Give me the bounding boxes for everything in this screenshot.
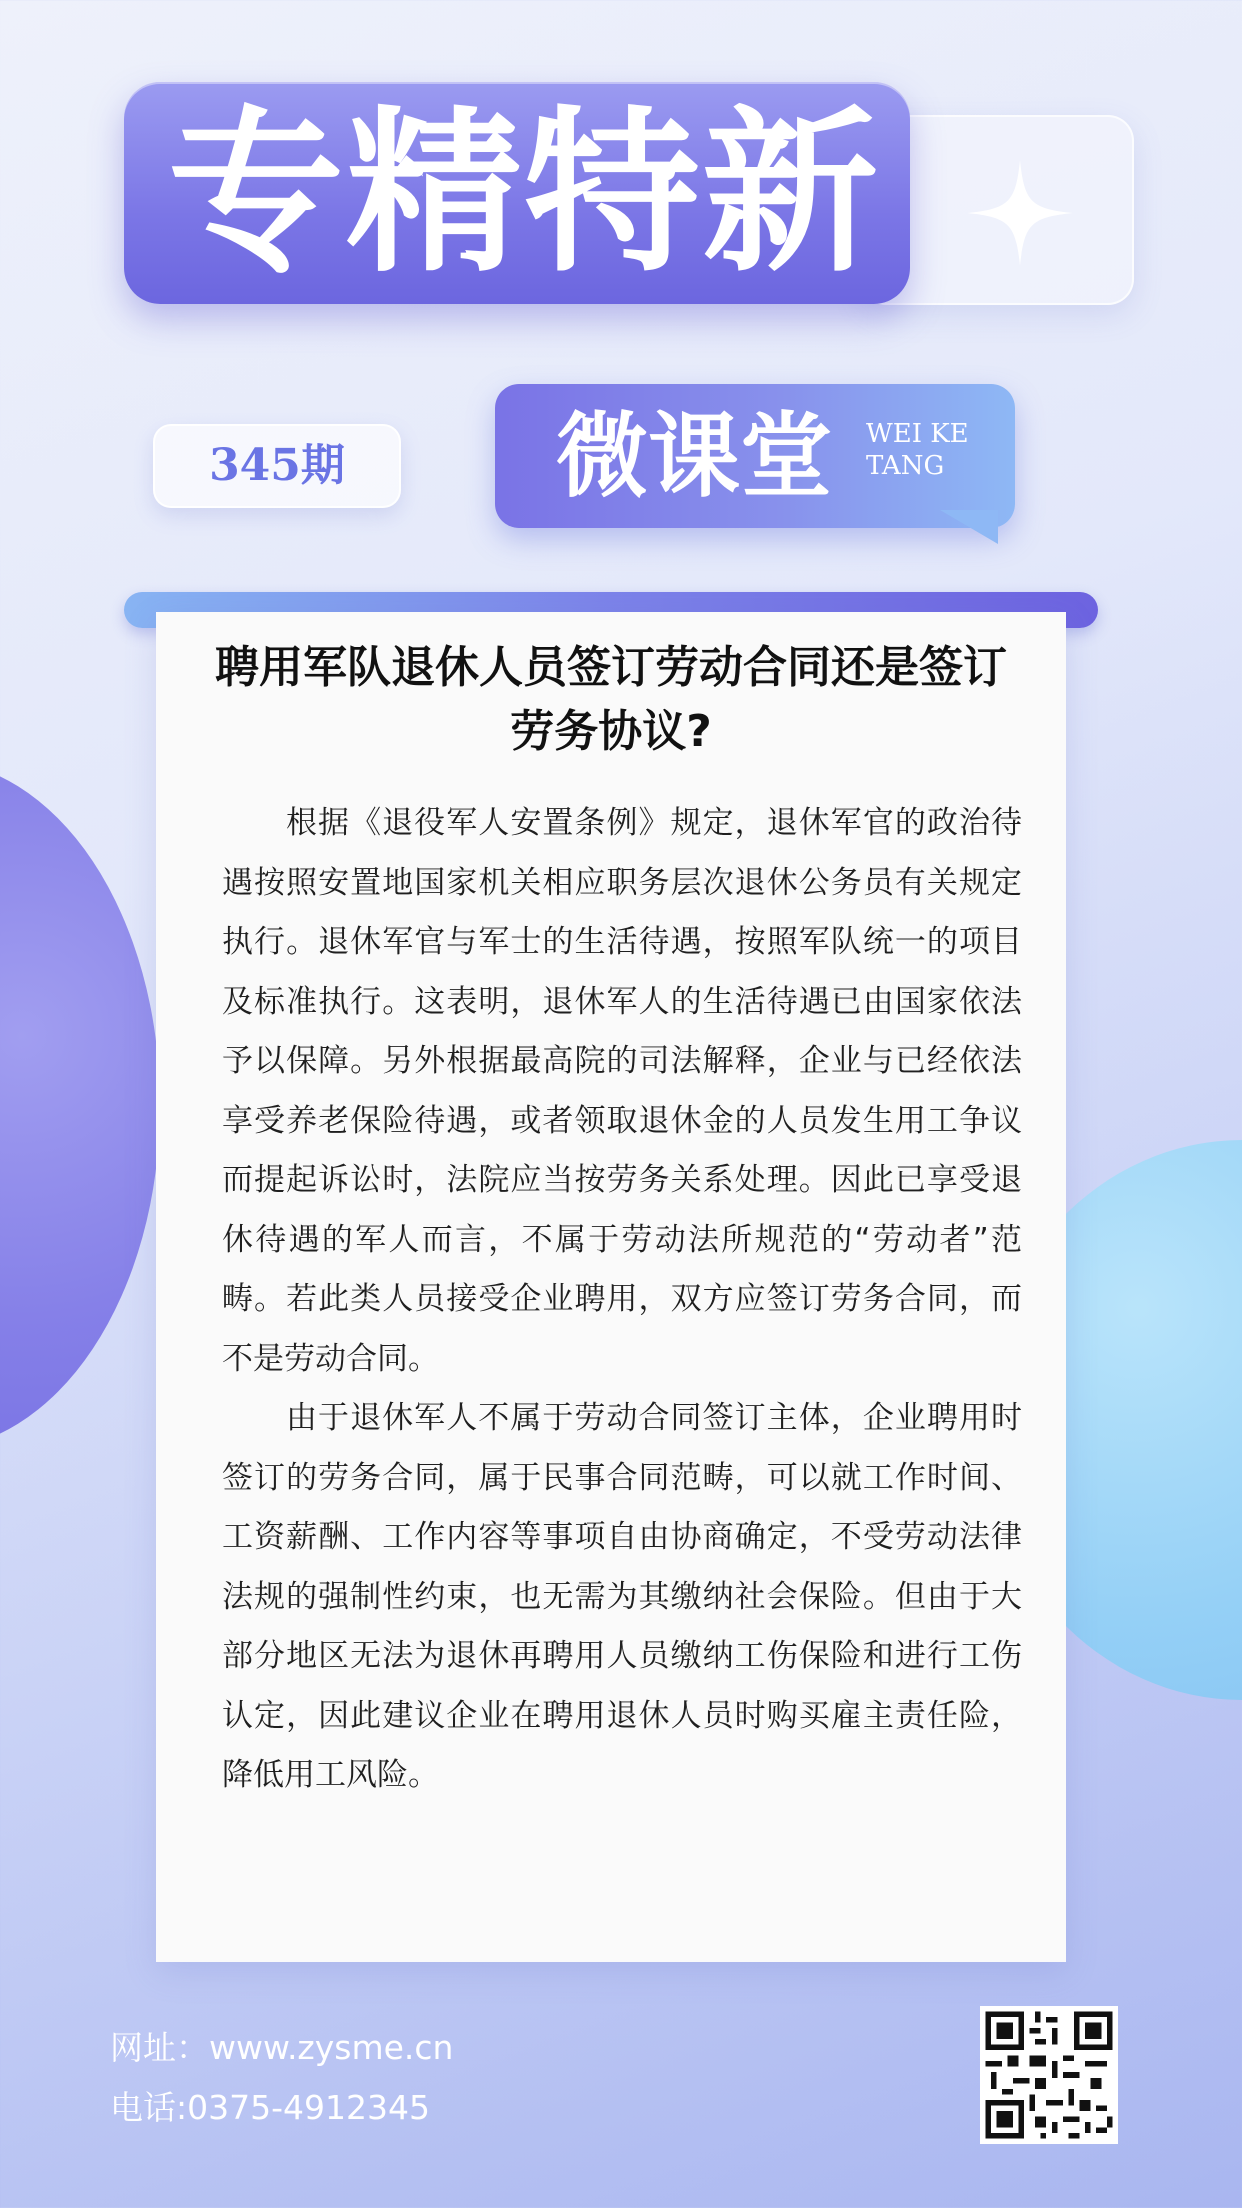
- qr-code-icon: [980, 2006, 1118, 2144]
- column-subtitle: [866, 418, 1006, 482]
- decorative-blob-left: [0, 760, 160, 1450]
- footer-phone: 电话:0375-4912345: [110, 2088, 430, 2127]
- footer-website: 网址：www.zysme.cn: [110, 2028, 454, 2067]
- article-paragraph: 由于退休军人不属于劳动合同签订主体，企业聘用时签订的劳务合同，属于民事合同范畴，可以就工作时间、工资薪酬、工作内容等事项自由协商确定，不受劳动法律法规的强制性约束，也无需为其缴纳社会保险。但由于大部分地区无法为退休再聘用人员缴纳工伤保险和进行工伤认定，因此建议企业在聘用退休人员时购买雇主责任险，降低用工风险。: [222, 1400, 1022, 1793]
- article-body: [222, 794, 1022, 1806]
- article-title: 聘用军队退休人员签订劳动合同还是签订劳务协议?: [215, 642, 1007, 757]
- article-paragraph: 根据《退役军人安置条例》规定，退休军官的政治待遇按照安置地国家机关相应职务层次退休公务员有关规定执行。退休军官与军士的生活待遇，按照军队统一的项目及标准执行。这表明，退休军人的生活待遇已由国家依法予以保障。另外根据最高院的司法解释，企业与已经依法享受养老保险待遇，或者领取退休金的人员发生用工争议而提起诉讼时，法院应当按劳务关系处理。因此已享受退休待遇的军人而言，不属于劳动法所规范的“劳动者”范畴。若此类人员接受企业聘用，双方应签订劳务合同，而不是劳动合同。: [222, 805, 1022, 1377]
- column-subtitle-line2: TANG: [866, 451, 945, 481]
- column-title: 微课堂: [556, 402, 833, 510]
- column-subtitle-line1: WEI KE: [866, 419, 969, 449]
- issue-badge: 345期: [153, 424, 401, 508]
- bubble-tail: [940, 510, 998, 544]
- page-title: 专精特新: [168, 89, 881, 296]
- sparkle-icon: [965, 158, 1075, 268]
